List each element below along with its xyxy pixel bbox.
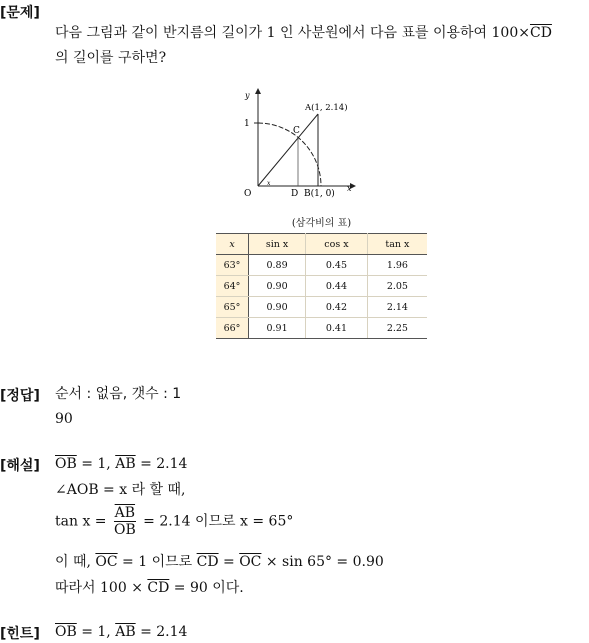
seg-cd-2: $\overline{CD}$ [147,580,170,596]
cell-sin: 0.89 [249,255,306,276]
eq-ab: = 2.14 [135,456,188,472]
l4-d: × sin 65° = 0.90 [261,554,384,570]
l5-a: 따라서 100 × [55,580,148,596]
cell-angle: 63° [216,255,249,276]
cell-tan: 2.14 [367,297,427,318]
cell-cos: 0.42 [306,297,368,318]
cell-tan: 1.96 [367,255,427,276]
problem-text-line2: 의 길이를 구하면? [55,50,167,66]
problem-text-line1 [55,24,552,42]
explanation-tag: [해설] [0,458,40,474]
cell-sin: 0.90 [249,297,306,318]
table-row [216,276,427,297]
l4-b: = 1 이므로 [117,554,197,570]
l5-b: = 90 이다. [169,580,244,596]
eq-ob: = 1, [76,456,116,472]
origin-label: O [244,189,252,199]
cell-sin: 0.91 [249,318,306,339]
trig-table [216,233,427,339]
explanation-line2: ∠AOB = x 라 할 때, [55,482,186,498]
cell-cos: 0.44 [306,276,368,297]
cell-tan: 2.25 [367,318,427,339]
seg-cd: $\overline{CD}$ [196,554,219,570]
seg-oc-2: $\overline{OC}$ [239,554,262,570]
quarter-circle-figure [225,86,365,201]
table-row [216,255,427,276]
cell-cos: 0.41 [306,318,368,339]
hint-eq-ab: = 2.14 [135,624,188,640]
explanation-line5 [55,579,244,597]
answer-tag: [정답] [0,388,40,404]
l4-c: = [218,554,240,570]
header-x: x [216,234,249,255]
hint-tag: [힌트] [0,626,40,642]
cell-angle: 66° [216,318,249,339]
table-header-row [216,234,427,255]
table-row [216,297,427,318]
point-a-label: A(1, 2.14) [305,103,348,113]
point-c-label: C [293,126,300,136]
header-tan: tan x [367,234,427,255]
cell-angle: 64° [216,276,249,297]
tan-suffix: = 2.14 이므로 x = 65° [138,513,294,530]
y-axis-label: y [245,91,250,100]
problem-tag: [문제] [0,5,40,21]
header-cos: cos x [306,234,368,255]
hint-line [55,623,187,641]
y-axis-arrow [255,88,261,94]
seg-oc: $\overline{OC}$ [95,554,118,570]
x-axis-label: x [347,184,352,193]
answer-order-count: 순서 : 없음, 갯수 : 1 [55,386,182,402]
y-one-label: 1 [244,119,250,129]
hint-eq-ob: = 1, [76,624,116,640]
cell-sin: 0.90 [249,276,306,297]
answer-value: 90 [55,411,73,427]
line-oa [258,114,318,186]
hint-seg-ab: $\overline{AB}$ [115,624,136,640]
quarter-circle-arc [258,123,321,186]
l4-a: 이 때, [55,554,96,570]
table-row [216,318,427,339]
hint-seg-ob: $\overline{OB}$ [55,624,77,640]
cell-cos: 0.45 [306,255,368,276]
explanation-line4 [55,553,384,571]
tan-prefix: tan x = [55,513,111,530]
header-sin: sin x [249,234,306,255]
angle-label: x [267,180,271,187]
frac-numerator: $\overline{AB}$ [114,505,136,521]
problem-line1-text: 다음 그림과 같이 반지름의 길이가 1 인 사분원에서 다음 표를 이용하여 100× [55,25,530,41]
explanation-line1 [55,455,187,473]
point-b-label: B(1, 0) [304,189,335,199]
tan-fraction [114,505,136,538]
explanation-line3 [55,505,293,538]
problem-cd: $\overline{CD}$ [529,25,552,41]
table-caption: (삼각비의 표) [291,218,352,229]
cell-tan: 2.05 [367,276,427,297]
point-d-label: D [291,189,299,199]
seg-ob: $\overline{OB}$ [55,456,77,472]
seg-ab: $\overline{AB}$ [115,456,136,472]
frac-denominator: OB [113,522,136,538]
cell-angle: 65° [216,297,249,318]
